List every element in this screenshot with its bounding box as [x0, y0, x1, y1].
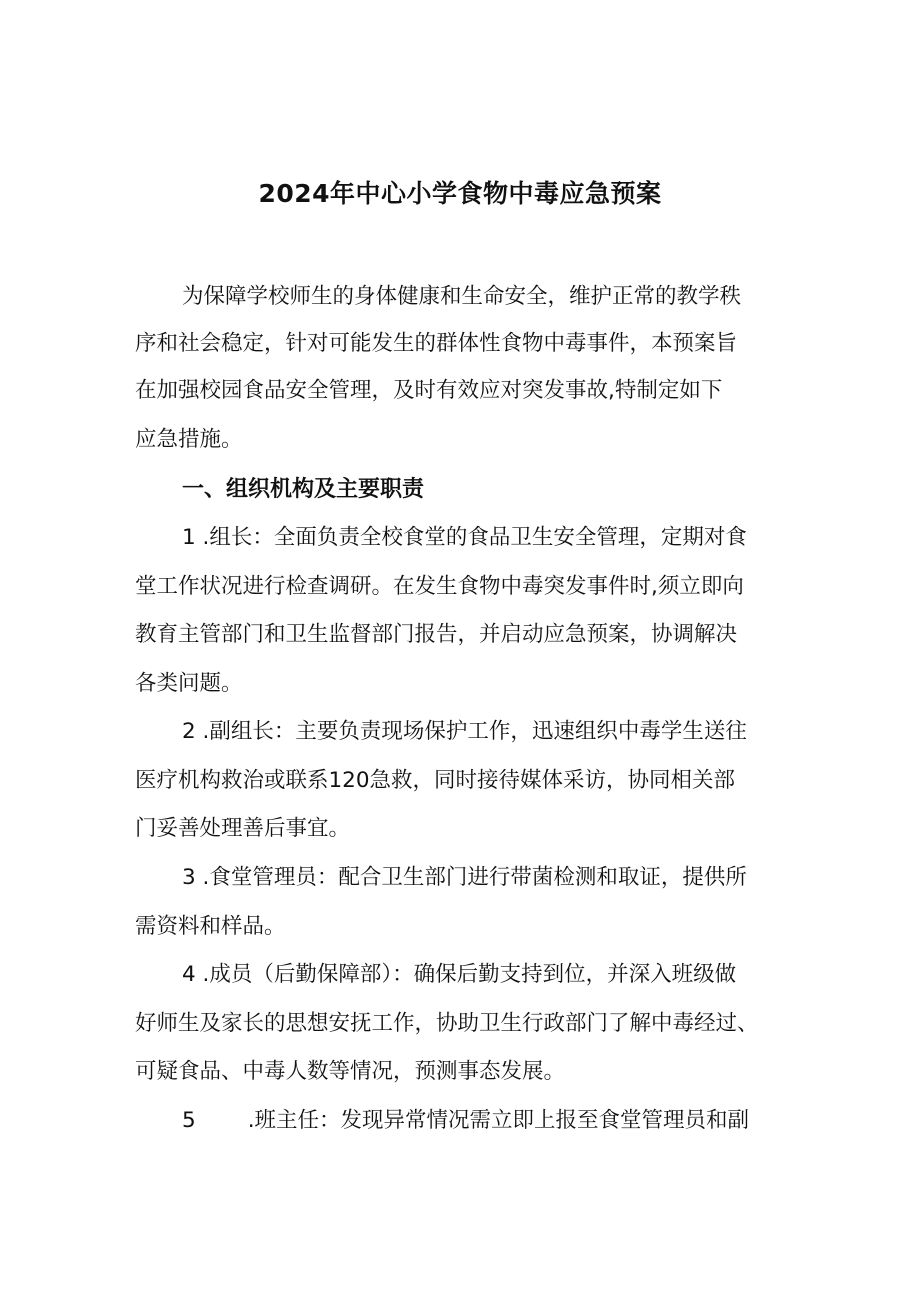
- document-title: 2024年中心小学食物中毒应急预案: [258, 179, 662, 208]
- intro-line-3: 在加强校园食品安全管理，及时有效应对突发事故,特制定如下: [135, 378, 723, 403]
- item-3-line-1: 3 .食堂管理员：配合卫生部门进行带菌检测和取证，提供所: [182, 865, 747, 890]
- item-5-text: .班主任：发现异常情况需立即上报至食堂管理员和副: [247, 1108, 750, 1133]
- item-1-line-2: 堂工作状况进行检查调研。在发生食物中毒突发事件时,须立即向: [135, 574, 744, 599]
- item-3-line-2: 需资料和样品。: [135, 914, 286, 939]
- intro-line-4: 应急措施。: [135, 427, 243, 452]
- item-4-line-1: 4 .成员（后勤保障部）：确保后勤支持到位，并深入班级做: [182, 962, 737, 987]
- item-1-line-1: 1 .组长：全面负责全校食堂的食品卫生安全管理，定期对食: [182, 525, 747, 550]
- item-2-line-2: 医疗机构救治或联系120急救，同时接待媒体采访，协同相关部: [135, 768, 736, 793]
- item-5-number: 5: [182, 1108, 196, 1133]
- item-1-line-3: 教育主管部门和卫生监督部门报告，并启动应急预案，协调解决: [135, 622, 738, 647]
- item-2-line-1: 2 .副组长：主要负责现场保护工作，迅速组织中毒学生送往: [182, 719, 747, 744]
- item-1-line-4: 各类问题。: [135, 671, 243, 696]
- intro-line-1: 为保障学校师生的身体健康和生命安全，维护正常的教学秩: [182, 284, 742, 309]
- item-2-line-3: 门妥善处理善后事宜。: [135, 816, 351, 841]
- item-4-line-2: 好师生及家长的思想安抚工作，协助卫生行政部门了解中毒经过、: [135, 1011, 759, 1036]
- item-4-line-3: 可疑食品、中毒人数等情况，预测事态发展。: [135, 1059, 566, 1084]
- section-1-heading: 一、组织机构及主要职责: [182, 477, 425, 502]
- intro-line-2: 序和社会稳定，针对可能发生的群体性食物中毒事件，本预案旨: [135, 331, 738, 356]
- item-5-line-1: [182, 1103, 749, 1139]
